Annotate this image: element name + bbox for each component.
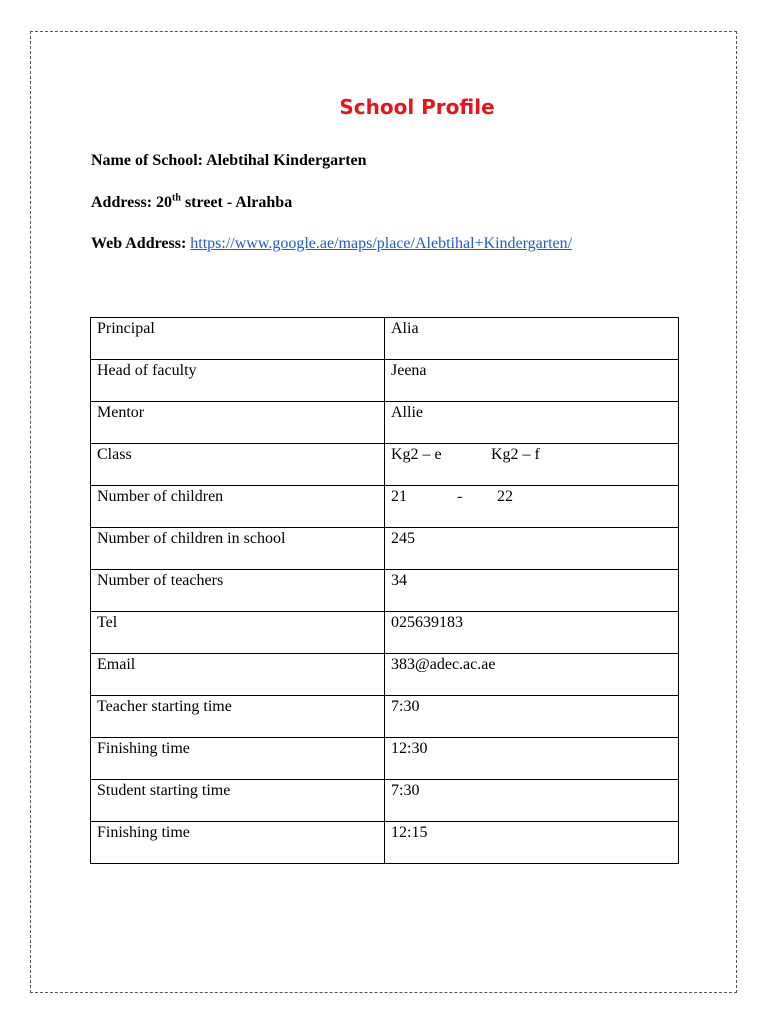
table-row	[91, 360, 679, 402]
table-row	[91, 570, 679, 612]
web-address-line	[91, 235, 572, 253]
row-label-number-of-teachers: Number of teachers	[91, 570, 385, 612]
row-label-principal: Principal	[91, 318, 385, 360]
table-row	[91, 696, 679, 738]
table-row	[91, 486, 679, 528]
row-label-email: Email	[91, 654, 385, 696]
row-value-student-finishing-time: 12:15	[385, 822, 679, 864]
row-value-principal: Alia	[385, 318, 679, 360]
row-label-number-of-children: Number of children	[91, 486, 385, 528]
row-label-class: Class	[91, 444, 385, 486]
address-line	[91, 194, 292, 212]
children-value-a: 21	[391, 488, 407, 505]
row-label-student-finishing-time: Finishing time	[91, 822, 385, 864]
row-label-student-starting-time: Student starting time	[91, 780, 385, 822]
table-row	[91, 318, 679, 360]
row-value-student-starting-time: 7:30	[385, 780, 679, 822]
table-row	[91, 822, 679, 864]
table-row	[91, 444, 679, 486]
table-row	[91, 402, 679, 444]
web-address-label: Web Address:	[91, 235, 187, 252]
school-name-line	[91, 152, 367, 170]
table-row	[91, 738, 679, 780]
row-value-tel: 025639183	[385, 612, 679, 654]
table-row	[91, 612, 679, 654]
row-label-head-of-faculty: Head of faculty	[91, 360, 385, 402]
address-number-suffix: th	[172, 192, 181, 204]
row-value-head-of-faculty: Jeena	[385, 360, 679, 402]
web-address-link[interactable]: https://www.google.ae/maps/place/Alebtihal+Kindergarten/	[190, 235, 573, 252]
row-label-teacher-finishing-time: Finishing time	[91, 738, 385, 780]
table-row	[91, 528, 679, 570]
row-value-mentor: Allie	[385, 402, 679, 444]
children-value-b: 22	[497, 488, 513, 505]
table-row	[91, 780, 679, 822]
address-value: street - Alrahba	[184, 194, 293, 211]
row-value-teacher-starting-time: 7:30	[385, 696, 679, 738]
address-number: 20	[156, 194, 173, 211]
profile-table	[90, 317, 679, 864]
table-row	[91, 654, 679, 696]
row-value-number-of-teachers: 34	[385, 570, 679, 612]
children-separator: -	[457, 488, 463, 505]
row-label-tel: Tel	[91, 612, 385, 654]
row-value-class	[385, 444, 679, 486]
row-label-teacher-starting-time: Teacher starting time	[91, 696, 385, 738]
row-value-number-of-children	[385, 486, 679, 528]
class-value-a: Kg2 – e	[391, 446, 442, 463]
class-value-b: Kg2 – f	[491, 446, 540, 463]
row-value-teacher-finishing-time: 12:30	[385, 738, 679, 780]
row-value-children-in-school: 245	[385, 528, 679, 570]
row-label-mentor: Mentor	[91, 402, 385, 444]
row-label-children-in-school: Number of children in school	[91, 528, 385, 570]
page-title: School Profile	[339, 95, 495, 119]
address-label: Address:	[91, 194, 153, 211]
row-value-email: 383@adec.ac.ae	[385, 654, 679, 696]
school-name-label: Name of School:	[91, 152, 203, 169]
school-name-value: Alebtihal Kindergarten	[206, 152, 367, 169]
